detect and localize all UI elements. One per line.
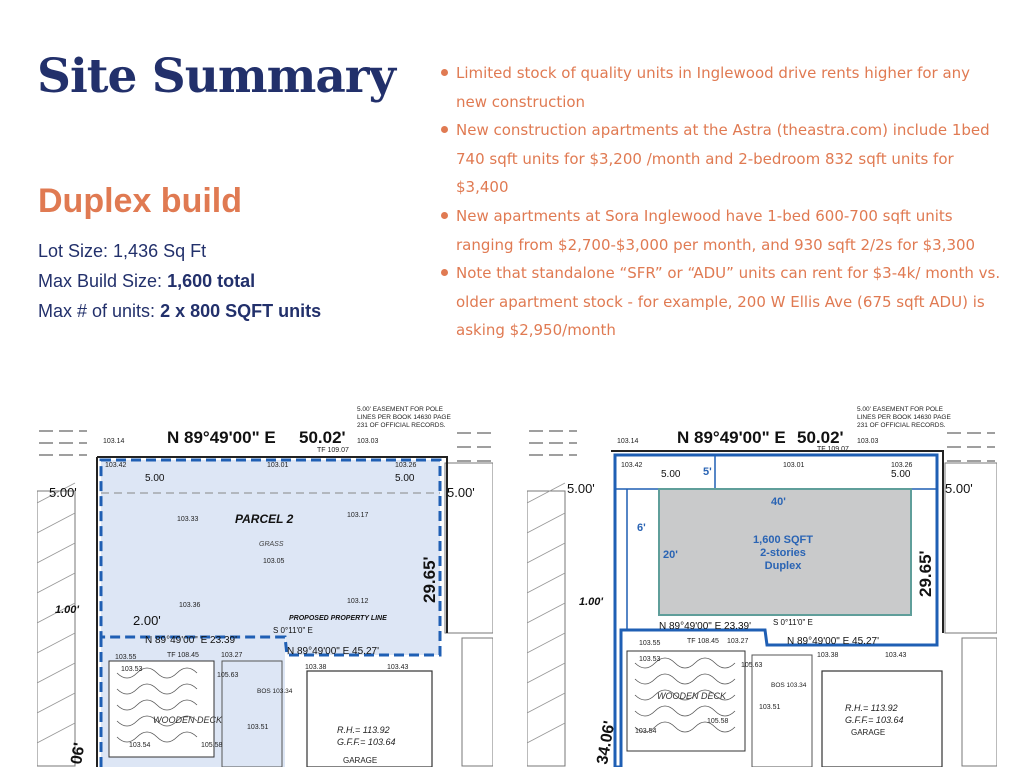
top-bearing: N 89°49'00" E bbox=[677, 428, 786, 447]
spot-elevation: TF 108.45 bbox=[687, 638, 719, 645]
deck-label: WOODEN DECK bbox=[153, 715, 223, 725]
bullet-icon bbox=[441, 212, 448, 219]
market-note-text: New apartments at Sora Inglewood have 1-bed 600-700 sqft units ranging from $2,700-$3,000 per month, and 930 sqft 2/2s for $3,300 bbox=[456, 206, 976, 254]
spot-elevation: 103.33 bbox=[177, 516, 199, 523]
spot-elevation: 103.03 bbox=[857, 438, 879, 445]
spot-elevation: 103.01 bbox=[783, 462, 805, 469]
top-distance: 50.02' bbox=[299, 428, 346, 447]
max-build-row bbox=[38, 266, 321, 296]
easement-note-2: LINES PER BOOK 14630 PAGE bbox=[357, 414, 451, 421]
spot-elevation: 103.54 bbox=[129, 742, 151, 749]
parcel-label: PARCEL 2 bbox=[235, 512, 294, 526]
floor-elevation: G.F.F.= 103.64 bbox=[337, 737, 396, 747]
lot-size-value: 1,436 Sq Ft bbox=[113, 241, 207, 261]
building-depth: 20' bbox=[663, 549, 678, 561]
max-build-label: Max Build Size: bbox=[38, 271, 168, 291]
spot-elevation: 103.38 bbox=[305, 664, 327, 671]
market-notes-list bbox=[441, 59, 1001, 345]
roof-height: R.H.= 113.92 bbox=[337, 725, 390, 735]
parcel-survey-plan bbox=[37, 393, 493, 767]
max-units-value: 2 x 800 SQFT units bbox=[160, 301, 322, 321]
bullet-icon bbox=[441, 269, 448, 276]
market-note bbox=[441, 116, 1001, 202]
spot-elevation: 103.54 bbox=[635, 728, 657, 735]
side-distance: 34.06' bbox=[594, 719, 619, 766]
floor-elevation: G.F.F.= 103.64 bbox=[845, 715, 904, 725]
spot-elevation: 105.63 bbox=[741, 662, 763, 669]
top-distance: 50.02' bbox=[797, 428, 844, 447]
setback-dim: 1.00' bbox=[579, 596, 604, 608]
building-type: Duplex bbox=[764, 560, 802, 572]
lot-bearing: N 89°49'00" E 45.27' bbox=[787, 636, 879, 647]
setback-dim: 2.00' bbox=[133, 613, 161, 628]
lot-bearing: N 89°49'00" E 23.39' bbox=[145, 635, 237, 646]
front-setback: 5' bbox=[703, 466, 712, 478]
spot-elevation: 103.01 bbox=[267, 462, 289, 469]
spot-elevation: 103.14 bbox=[617, 438, 639, 445]
spot-elevation: 103.12 bbox=[347, 598, 369, 605]
building-width: 40' bbox=[771, 496, 786, 508]
spot-elevation: 103.26 bbox=[395, 462, 417, 469]
setback-dim: 5.00 bbox=[395, 473, 415, 484]
max-build-value: 1,600 total bbox=[167, 271, 256, 291]
lot-size-row bbox=[38, 236, 321, 266]
market-note bbox=[441, 59, 1001, 116]
setback-dim: 5.00 bbox=[145, 473, 165, 484]
proposed-line-label: PROPOSED PROPERTY LINE bbox=[289, 615, 387, 622]
build-type-bold: Duplex bbox=[38, 182, 152, 220]
bos-label: BOS 103.34 bbox=[771, 682, 807, 689]
bullet-icon bbox=[441, 126, 448, 133]
spot-elevation: 103.51 bbox=[247, 724, 269, 731]
spot-elevation: 103.42 bbox=[621, 462, 643, 469]
build-type-rest: build bbox=[151, 182, 243, 220]
side-distance: 06' bbox=[68, 741, 89, 766]
setback-dim: 5.00' bbox=[945, 481, 973, 496]
easement-note-3: 231 OF OFFICIAL RECORDS. bbox=[357, 422, 446, 429]
easement-note-3: 231 OF OFFICIAL RECORDS. bbox=[857, 422, 946, 429]
market-note bbox=[441, 202, 1001, 259]
spot-elevation: 103.05 bbox=[263, 558, 285, 565]
building-stories: 2-stories bbox=[760, 547, 806, 559]
easement-note-1: 5.00' EASEMENT FOR POLE bbox=[357, 406, 444, 413]
setback-dim: 5.00 bbox=[891, 469, 911, 480]
spot-elevation: 103.38 bbox=[817, 652, 839, 659]
spot-elevation: 103.53 bbox=[639, 656, 661, 663]
market-note-text: Limited stock of quality units in Inglewood drive rents higher for any new construction bbox=[456, 64, 971, 111]
market-note-text: New construction apartments at the Astra (theastra.com) include 1bed 740 sqft units for $3,200 /month and 2-bedroom 832 sqft units for $3,400 bbox=[456, 121, 990, 197]
lot-size-label: Lot Size: bbox=[38, 241, 114, 261]
lot-bearing: N 89°49'00" E 45.27' bbox=[287, 646, 379, 657]
page-title: Site Summary bbox=[37, 49, 395, 104]
spot-elevation: 103.55 bbox=[115, 654, 137, 661]
spot-elevation: 103.51 bbox=[759, 704, 781, 711]
spot-elevation: 103.17 bbox=[347, 512, 369, 519]
spot-elevation: 103.03 bbox=[357, 438, 379, 445]
spot-elevation: TF 109.07 bbox=[317, 447, 349, 454]
market-note bbox=[441, 259, 1001, 345]
easement-note-2: LINES PER BOOK 14630 PAGE bbox=[857, 414, 951, 421]
garage-label: GARAGE bbox=[343, 756, 378, 765]
bullet-icon bbox=[441, 69, 448, 76]
spot-elevation: 105.58 bbox=[707, 718, 729, 725]
build-type-heading bbox=[38, 182, 242, 221]
lot-bearing: N 89°49'00" E 23.39' bbox=[659, 621, 751, 632]
garage-label: GARAGE bbox=[851, 728, 886, 737]
setback-dim: 5.00' bbox=[567, 481, 595, 496]
setback-dim: 5.00' bbox=[49, 485, 77, 500]
duplex-site-plan bbox=[527, 393, 997, 767]
spot-elevation: 103.27 bbox=[727, 638, 749, 645]
setback-dim: 5.00 bbox=[661, 469, 681, 480]
setback-dim: 5.00' bbox=[447, 485, 475, 500]
market-note-text: Note that standalone “SFR” or “ADU” units can rent for $3-4k/ month vs. older apartment stock - for example, 200 W Ellis Ave (675 sqft ADU) is asking $2,950/month bbox=[456, 264, 1001, 340]
site-specs bbox=[38, 236, 321, 326]
side-distance: 29.65' bbox=[916, 550, 935, 597]
spot-elevation: 103.43 bbox=[885, 652, 907, 659]
building-area: 1,600 SQFT bbox=[753, 534, 813, 546]
spot-elevation: 105.58 bbox=[201, 742, 223, 749]
spot-elevation: 103.27 bbox=[221, 652, 243, 659]
spot-elevation: 103.26 bbox=[891, 462, 913, 469]
easement-note-1: 5.00' EASEMENT FOR POLE bbox=[857, 406, 944, 413]
roof-height: R.H.= 113.92 bbox=[845, 703, 898, 713]
top-bearing: N 89°49'00" E bbox=[167, 428, 276, 447]
side-distance: 29.65' bbox=[420, 556, 439, 603]
spot-elevation: 105.63 bbox=[217, 672, 239, 679]
grass-label: GRASS bbox=[259, 541, 284, 548]
spot-elevation: 103.36 bbox=[179, 602, 201, 609]
lot-bearing: S 0°11'0" E bbox=[773, 618, 813, 627]
deck-label: WOODEN DECK bbox=[657, 691, 727, 701]
lot-bearing: S 0°11'0" E bbox=[273, 626, 313, 635]
side-setback: 6' bbox=[637, 522, 646, 534]
spot-elevation: 103.55 bbox=[639, 640, 661, 647]
spot-elevation: 103.53 bbox=[121, 666, 143, 673]
max-units-label: Max # of units: bbox=[38, 301, 161, 321]
spot-elevation: 103.14 bbox=[103, 438, 125, 445]
spot-elevation: TF 109.07 bbox=[817, 446, 849, 453]
bos-label: BOS 103.34 bbox=[257, 688, 293, 695]
spot-elevation: TF 108.45 bbox=[167, 652, 199, 659]
spot-elevation: 103.42 bbox=[105, 462, 127, 469]
spot-elevation: 103.43 bbox=[387, 664, 409, 671]
max-units-row bbox=[38, 296, 321, 326]
setback-dim: 1.00' bbox=[55, 604, 80, 616]
